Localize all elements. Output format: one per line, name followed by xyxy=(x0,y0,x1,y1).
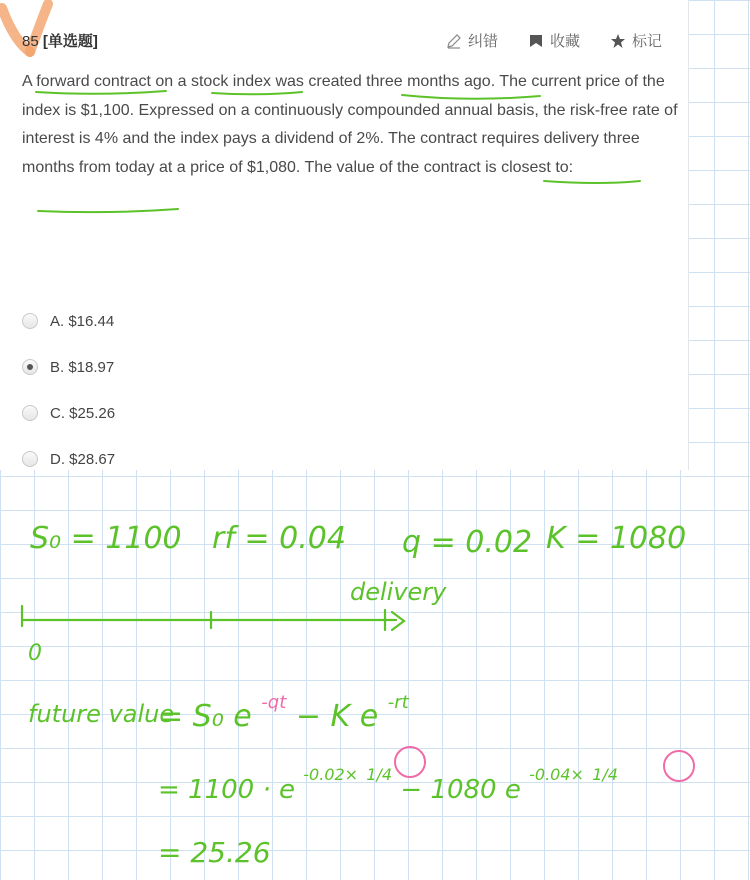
favorite-label: 收藏 xyxy=(549,33,580,50)
result-value: = 25.26 xyxy=(158,836,271,869)
bookmark-icon xyxy=(528,33,544,49)
note-s0: S₀ = 1100 xyxy=(30,521,182,556)
option-b-label: B. $18.97 xyxy=(50,358,115,376)
question-actions xyxy=(446,30,662,51)
question-type: [单选题] xyxy=(42,33,98,50)
option-b-radio[interactable] xyxy=(22,359,38,375)
option-c-label: C. $25.26 xyxy=(50,404,116,422)
step2 xyxy=(158,757,618,805)
fraction-circle-2 xyxy=(664,751,694,781)
formula-s0: = S₀ e xyxy=(158,699,252,734)
favorite-button[interactable] xyxy=(528,30,580,51)
star-icon xyxy=(610,33,626,49)
step2-sup-a: -0.02× xyxy=(303,765,359,784)
pencil-icon xyxy=(446,33,462,49)
formula-main xyxy=(158,681,410,734)
step2-fraction-a: 1/4 xyxy=(366,765,393,784)
option-d[interactable] xyxy=(22,436,115,482)
timeline-zero-label: 0 xyxy=(28,641,42,666)
formula-sup-rt: -rt xyxy=(387,692,409,713)
formula-minus-k: − K e xyxy=(295,699,379,734)
step2-fraction-b: 1/4 xyxy=(592,765,618,784)
future-value-label: future value xyxy=(28,700,175,728)
option-c-radio[interactable] xyxy=(22,405,38,421)
report-error-button[interactable] xyxy=(446,30,498,51)
option-d-label: D. $28.67 xyxy=(50,450,116,468)
question-header xyxy=(22,30,662,52)
timeline-delivery-label: delivery xyxy=(350,578,447,606)
option-a-label: A. $16.44 xyxy=(50,312,115,330)
option-b[interactable] xyxy=(22,344,115,390)
question-number xyxy=(22,30,98,51)
note-rf: rf = 0.04 xyxy=(212,521,346,556)
step2-part-a: = 1100 · e xyxy=(158,775,296,805)
option-c[interactable] xyxy=(22,390,115,436)
question-card xyxy=(0,0,689,470)
formula-sup-qt: -qt xyxy=(261,692,287,713)
option-a[interactable] xyxy=(22,298,115,344)
question-text: A forward contract on a stock index was created three months ago. The current price of the index is $1,100. Expressed on a continuously compounded annual basis, the risk-free rate of interest is 4% and the index pays a dividend of 2%. The contract requires delivery three months from today at a price of $1,080. The value of the contract is closest to: xyxy=(22,73,678,176)
mark-button[interactable] xyxy=(610,30,662,51)
step2-part-b: − 1080 e xyxy=(400,775,521,805)
note-k: K = 1080 xyxy=(546,521,687,556)
timeline xyxy=(22,606,404,630)
question-index: 85 xyxy=(22,33,39,50)
mark-label: 标记 xyxy=(631,33,662,50)
step2-sup-b: -0.04× xyxy=(529,765,584,784)
fraction-circle-1 xyxy=(395,747,425,777)
report-error-label: 纠错 xyxy=(467,33,498,50)
note-q: q = 0.02 xyxy=(402,525,533,560)
option-d-radio[interactable] xyxy=(22,451,38,467)
option-a-radio[interactable] xyxy=(22,313,38,329)
answer-options xyxy=(22,298,115,482)
